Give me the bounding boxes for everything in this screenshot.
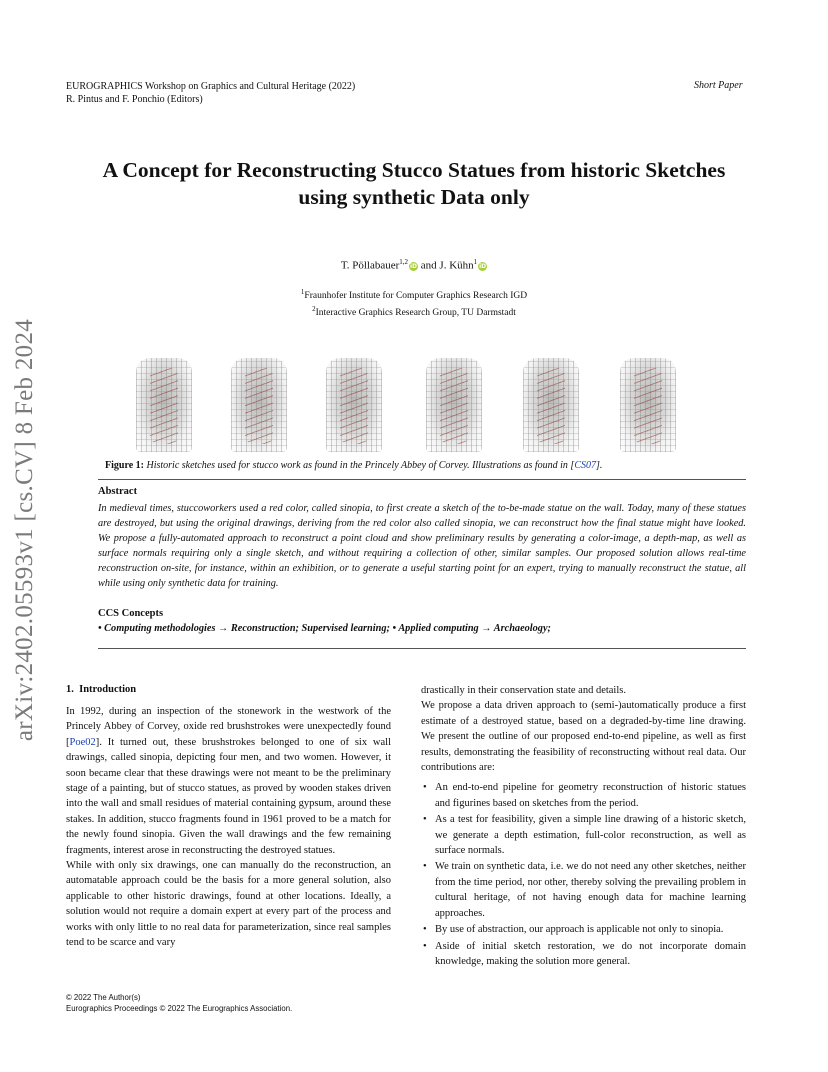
affiliation-list: [0, 286, 828, 320]
divider: [98, 479, 746, 480]
title-line-1: A Concept for Reconstructing Stucco Statues from historic Sketches: [102, 158, 726, 182]
contribution-list: [421, 780, 746, 969]
editors-line: R. Pintus and F. Ponchio (Editors): [66, 94, 203, 105]
section-heading-introduction: 1. Introduction: [66, 684, 137, 695]
list-item: • An end-to-end pipeline for geometry reconstruction of historic statues and figurines based on sketches from the period.: [421, 780, 746, 811]
copyright-line-1: © 2022 The Author(s): [66, 993, 141, 1002]
affiliation-1-text: Fraunhofer Institute for Computer Graphics Research IGD: [304, 291, 528, 302]
author-1-name: T. Pöllabauer: [340, 259, 400, 272]
sketch-image: [426, 358, 482, 452]
intro-paragraph-3: We propose a data driven approach to (semi-)automatically produce a first estimate of a destroyed statue, based on a degraded-by-time line drawing. We present the outline of our proposed end-to-end pipeline, as well as first results, demonstrating the feasibility of reconstructing without real data. Our contributions are:: [421, 700, 746, 774]
left-column: [66, 704, 391, 951]
affiliation-2-text: Interactive Graphics Research Group, TU Darmstadt: [315, 308, 516, 319]
abstract-text: In medieval times, stuccoworkers used a red color, called sinopia, to first create a sketch of the to-be-made statue on the wall. Today, many of these statues are destroyed, but using the original drawings, deriving from the red color also called sinopia, we can reconstruct how the final statue might have looked. We propose a fully-automated approach to reconstruct a point cloud and show preliminary results by generating a color-image, a depth-map, as well as surface normals requiring only a single sketch, and without requiring a collection of other, similar samples. Our proposed solution allows real-time reconstruction on-site, for instance, within an exhibition, or to generate a useful starting point for an expert, trying to manually reconstruct the statue, all while using only synthetic data for training.: [98, 503, 746, 589]
venue-line: EUROGRAPHICS Workshop on Graphics and Cultural Heritage (2022): [66, 81, 356, 92]
citation-link[interactable]: Poe02: [69, 736, 96, 748]
figure-1-caption: [105, 460, 602, 471]
author-2-name: J. Kühn: [439, 259, 474, 272]
affiliation-1-mark: 1: [300, 288, 305, 296]
intro-paragraph-1: [66, 704, 391, 858]
copyright-line-2: Eurographics Proceedings © 2022 The Eurographics Association.: [66, 1004, 293, 1013]
title-line-2: using synthetic Data only: [298, 185, 530, 209]
sketch-image: [523, 358, 579, 452]
figure-label: Figure 1:: [105, 460, 144, 471]
abstract-heading: Abstract: [98, 486, 138, 497]
citation-link[interactable]: CS07: [574, 460, 596, 471]
right-column: [421, 683, 746, 970]
arxiv-stamp: arXiv:2402.05593v1 [cs.CV] 8 Feb 2024: [11, 318, 38, 742]
ccs-heading: CCS Concepts: [98, 608, 164, 619]
list-item: • Aside of initial sketch restoration, we do not incorporate domain knowledge, making the solution more general.: [421, 939, 746, 970]
intro-p1-text-cont: ]. It turned out, these brushstrokes belonged to one of six wall drawings, called sinopia, depicting four men, and two women. However, it soon became clear that these drawings were not meant to be the preliminary stage of a painting, but of stucco statues, as proved by wooden stakes driven into the wall and small residues of material containing gypsum, around these stakes. In addition, stucco fragments found in 1961 proved to be a match for the newly found sinopia. Given the wall drawings and the few remaining fragments, interest arose in reconstructing the destroyed statues.: [66, 736, 391, 856]
affiliation-1: [0, 286, 828, 303]
sketch-image: [620, 358, 676, 452]
author-2-affiliation-marks: 1: [473, 258, 478, 266]
intro-paragraph-2-continued: drastically in their conservation state and details.: [421, 685, 626, 696]
sketch-image: [136, 358, 192, 452]
affiliation-2-mark: 2: [312, 305, 316, 314]
affiliation-2: [0, 303, 828, 320]
author-list: [0, 258, 828, 272]
figure-1-sketches: [130, 358, 690, 453]
author-connector: and: [418, 259, 440, 272]
intro-p1-text: In 1992, during an inspection of the stonework in the westwork of the Princely Abbey of Corvey, oxide red brushstrokes were unexpectedly found [: [66, 706, 391, 748]
orcid-icon[interactable]: iD: [479, 262, 487, 270]
paper-title: [60, 157, 768, 211]
list-item: • By use of abstraction, our approach is applicable not only to sinopia.: [421, 922, 746, 937]
divider: [98, 648, 746, 649]
sketch-image: [326, 358, 382, 452]
orcid-icon[interactable]: iD: [410, 262, 418, 270]
sketch-image: [231, 358, 287, 452]
copyright-footer: [66, 992, 292, 1014]
intro-paragraph-2: While with only six drawings, one can manually do the reconstruction, an automatable approach could be the basis for a more general solution, also applicable to other historic drawings, found at other locations. Ideally, a solution would not require a domain expert at every part of the process and works with only little to no real data for parameterization, since real samples tend to be scarce and vary: [66, 860, 391, 949]
list-item: • As a test for feasibility, given a simple line drawing of a historic sketch, we generate a depth estimation, full-color reconstruction, as well as surface normals.: [421, 812, 746, 858]
figure-caption-end: ].: [595, 460, 603, 471]
author-1-affiliation-marks: 1,2: [399, 258, 409, 266]
ccs-concepts: • Computing methodologies → Reconstruction; Supervised learning; • Applied computing → Archaeology;: [98, 623, 551, 634]
figure-caption-text: Historic sketches used for stucco work as found in the Princely Abbey of Corvey. Illustrations as found in [: [143, 460, 575, 471]
list-item: • We train on synthetic data, i.e. we do not need any other sketches, neither from the time period, nor other, thereby solving the prevailing problem in cultural heritage, of not having enough data for machine learning approaches.: [421, 859, 746, 921]
running-header: [66, 80, 355, 106]
paper-type-label: Short Paper: [694, 80, 743, 91]
